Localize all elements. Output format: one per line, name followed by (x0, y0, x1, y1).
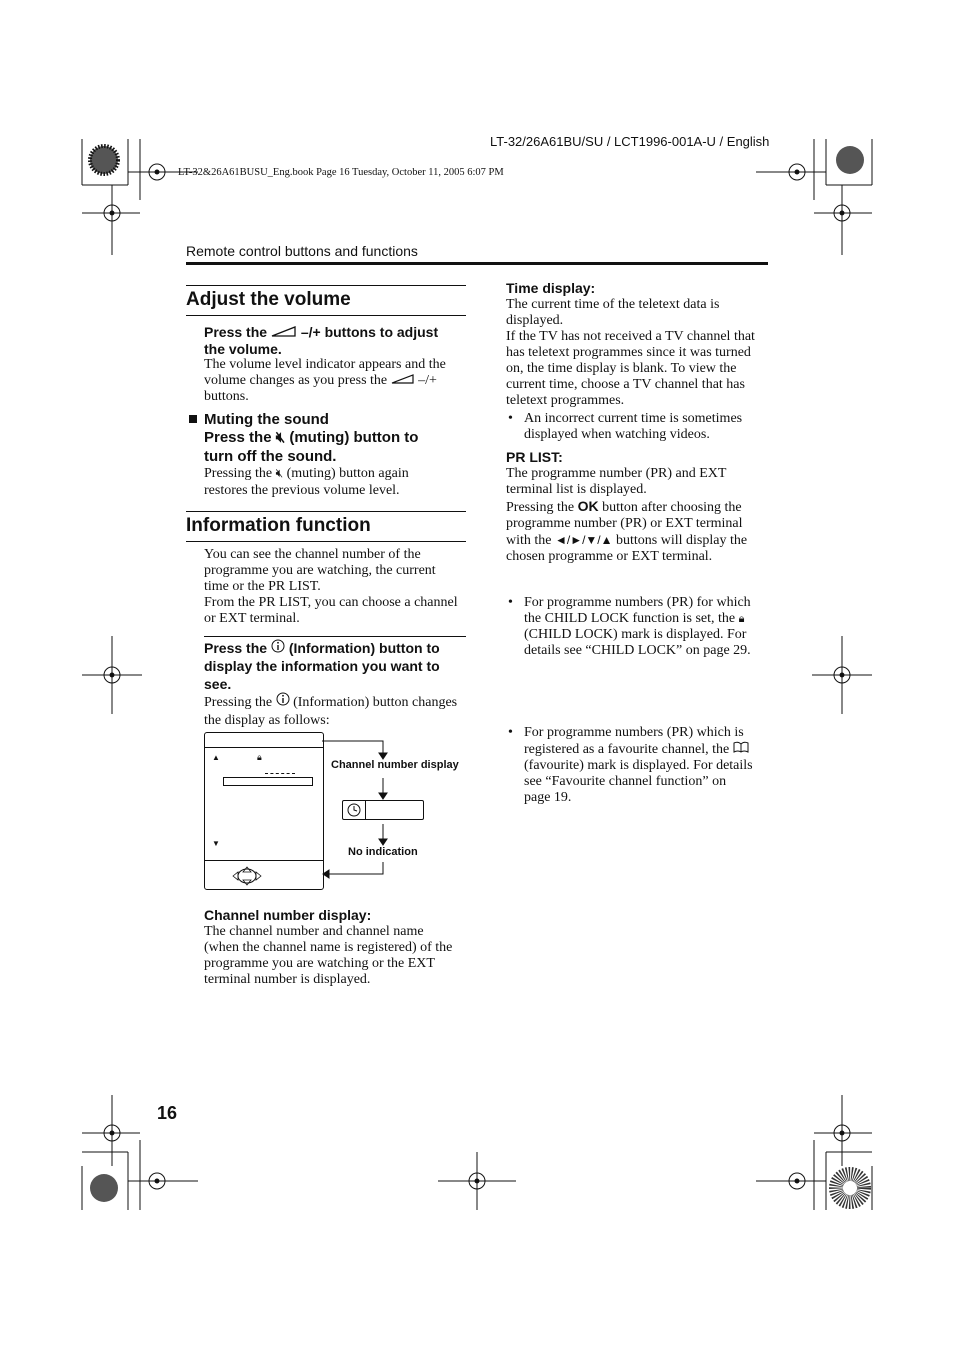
book-line: LT-32&26A61BUSU_Eng.book Page 16 Tuesday, October 11, 2005 6:07 PM (178, 167, 504, 178)
up-arrow-icon: ▲ (212, 753, 220, 762)
muting-body: Pressing the 🔇︎ (muting) button again restores the previous volume level. (204, 466, 409, 498)
clock-icon (347, 803, 361, 822)
time-display-body: The current time of the teletext data is displayed. If the TV has not received a TV channel that has teletext programmes since it was turned on, the time display is blank. To view the current time, choose a TV channel that has teletext programmes. (506, 297, 755, 408)
information-title: Information function (186, 515, 371, 536)
arrow-keys-icon: ◄/►/▼/▲ (555, 533, 613, 547)
adjust-volume-title: Adjust the volume (186, 289, 351, 310)
pr-list-body: The programme number (PR) and EXT terminal list is displayed. Pressing the OK button after choosing the programme number (PR) or EXT terminal with the ◄/►/▼/▲ buttons will display the chosen programme or EXT terminal. (506, 466, 748, 564)
divider (186, 315, 466, 316)
lock-icon: 🔒︎ (257, 752, 262, 762)
divider (186, 541, 466, 542)
page-number: 16 (157, 1103, 178, 1123)
volume-icon (271, 324, 297, 340)
favourite-icon (733, 742, 749, 757)
model-line: LT-32/26A61BU/SU / LCT1996-001A-U / English (490, 134, 770, 149)
pr-list-bullet-favourite: • For programme numbers (PR) which is registered as a favourite channel, the (favourite) mark is displayed. For details see “Favourite channel function” on page 19. (506, 725, 786, 806)
time-display-bullet: • An incorrect current time is sometimes displayed when watching videos. (506, 411, 786, 443)
pr-list-screen (204, 732, 324, 890)
section-header: Remote control buttons and functions (186, 243, 418, 259)
info-icon (276, 695, 290, 710)
muting-instruction: Press the 🔇︎ (muting) button to turn off the sound. (204, 429, 419, 465)
divider (186, 511, 466, 512)
adjust-volume-body: The volume level indicator appears and the volume changes as you press the –/+ buttons. (204, 357, 446, 404)
adjust-volume-instruction: Press the –/+ buttons to adjust the volume. (204, 324, 439, 357)
time-display-box (342, 800, 424, 820)
information-intro: You can see the channel number of the programme you are watching, the current time or the PR LIST. From the PR LIST, you can choose a channel or EXT terminal. (204, 547, 458, 626)
mute-icon: 🔇︎ (275, 466, 284, 480)
square-bullet-icon (189, 415, 197, 423)
channel-number-display-title: Channel number display: (204, 907, 372, 923)
navigation-keys-icon (229, 865, 265, 892)
section-rule (186, 262, 768, 265)
info-icon (271, 640, 285, 656)
channel-number-display-label: Channel number display (331, 759, 459, 771)
information-body: Pressing the (Information) button changes the display as follows: (204, 695, 458, 728)
channel-number-display-body: The channel number and channel name (when the channel name is registered) of the programme you are watching or the EXT terminal number is displayed. (204, 924, 453, 987)
list-bar (223, 777, 313, 786)
volume-icon (391, 373, 415, 388)
time-display-title: Time display: (506, 280, 596, 296)
mute-icon: 🔇︎ (275, 429, 286, 446)
muting-title: Muting the sound (204, 411, 329, 428)
no-indication-label: No indication (348, 846, 418, 858)
pr-list-title: PR LIST: (506, 449, 563, 465)
child-lock-icon: 🔒︎ (738, 613, 745, 625)
down-arrow-icon: ▼ (212, 839, 220, 848)
divider (186, 285, 466, 286)
ok-button-icon: OK (577, 498, 599, 514)
divider (204, 636, 466, 637)
information-instruction: Press the (Information) button to display the information you want to see. (204, 640, 440, 692)
pr-list-bullet-child-lock: • For programme numbers (PR) for which the CHILD LOCK function is set, the 🔒︎ (CHILD LOCK) mark is displayed. For details see “CHILD LOCK” on page 29. (506, 595, 786, 659)
